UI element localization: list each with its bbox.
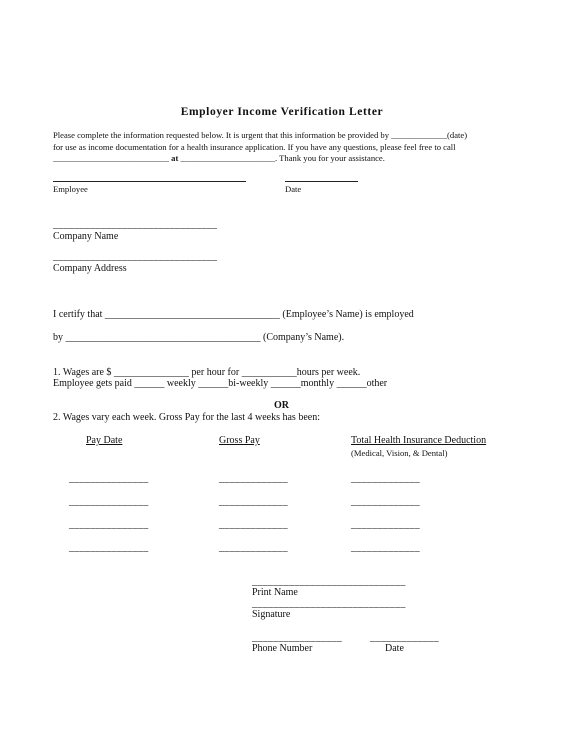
document-title: Employer Income Verification Letter bbox=[180, 106, 384, 118]
phone-number-label: Phone Number bbox=[252, 643, 313, 654]
phone-number-line: _________________ bbox=[252, 632, 343, 643]
signature-date-line: _____________ bbox=[370, 632, 439, 643]
deduction-blank: _____________ bbox=[351, 519, 420, 530]
company-name-line: _______________________________ bbox=[53, 219, 218, 230]
date-label: Date bbox=[285, 184, 302, 194]
deduction-header: Total Health Insurance Deduction bbox=[351, 435, 487, 446]
company-name-label: Company Name bbox=[53, 231, 119, 242]
call-name-blank: ___________________________ bbox=[53, 153, 172, 163]
intro-line-3 bbox=[53, 153, 385, 163]
gross-pay-blank: _____________ bbox=[219, 473, 288, 484]
company-employed-line: by _______________________________________ (Company’s Name). bbox=[53, 332, 345, 343]
print-name-label: Print Name bbox=[252, 587, 298, 598]
wages-vary-line: 2. Wages vary each week. Gross Pay for the last 4 weeks has been: bbox=[53, 412, 320, 423]
signature-date-label: Date bbox=[385, 643, 404, 654]
gross-pay-header: Gross Pay bbox=[219, 435, 260, 446]
intro-closing: . Thank you for your assistance. bbox=[275, 153, 385, 163]
intro-line-2: for use as income documentation for a health insurance application. If you have any questions, please feel free to call bbox=[53, 142, 456, 152]
pay-date-blank: _______________ bbox=[69, 496, 149, 507]
signature-label: Signature bbox=[252, 609, 291, 620]
pay-date-blank: _______________ bbox=[69, 473, 149, 484]
deduction-blank: _____________ bbox=[351, 496, 420, 507]
employee-date-line bbox=[285, 181, 358, 182]
certify-line: I certify that ___________________________________ (Employee’s Name) is employed bbox=[53, 309, 414, 320]
intro-line-1: Please complete the information requested below. It is urgent that this information be provided by _____________(date) bbox=[53, 130, 468, 140]
deduction-subheader: (Medical, Vision, & Dental) bbox=[351, 448, 448, 458]
print-name-line: _____________________________ bbox=[252, 576, 406, 587]
deduction-blank: _____________ bbox=[351, 473, 420, 484]
pay-frequency-line: Employee gets paid ______ weekly ______bi-weekly ______monthly ______other bbox=[53, 378, 388, 389]
company-address-line: _______________________________ bbox=[53, 251, 218, 262]
pay-date-header: Pay Date bbox=[86, 435, 123, 446]
wages-hourly-line: 1. Wages are $ _______________ per hour for ___________hours per week. bbox=[53, 367, 361, 378]
at-label: at bbox=[171, 153, 179, 163]
call-phone-blank: ______________________ bbox=[178, 153, 276, 163]
pay-date-blank: _______________ bbox=[69, 542, 149, 553]
company-address-label: Company Address bbox=[53, 263, 127, 274]
gross-pay-blank: _____________ bbox=[219, 519, 288, 530]
or-label: OR bbox=[274, 400, 289, 411]
employee-label: Employee bbox=[53, 184, 88, 194]
employee-signature-line bbox=[53, 181, 246, 182]
deduction-blank: _____________ bbox=[351, 542, 420, 553]
gross-pay-blank: _____________ bbox=[219, 542, 288, 553]
pay-date-blank: _______________ bbox=[69, 519, 149, 530]
gross-pay-blank: _____________ bbox=[219, 496, 288, 507]
signature-line: _____________________________ bbox=[252, 598, 406, 609]
